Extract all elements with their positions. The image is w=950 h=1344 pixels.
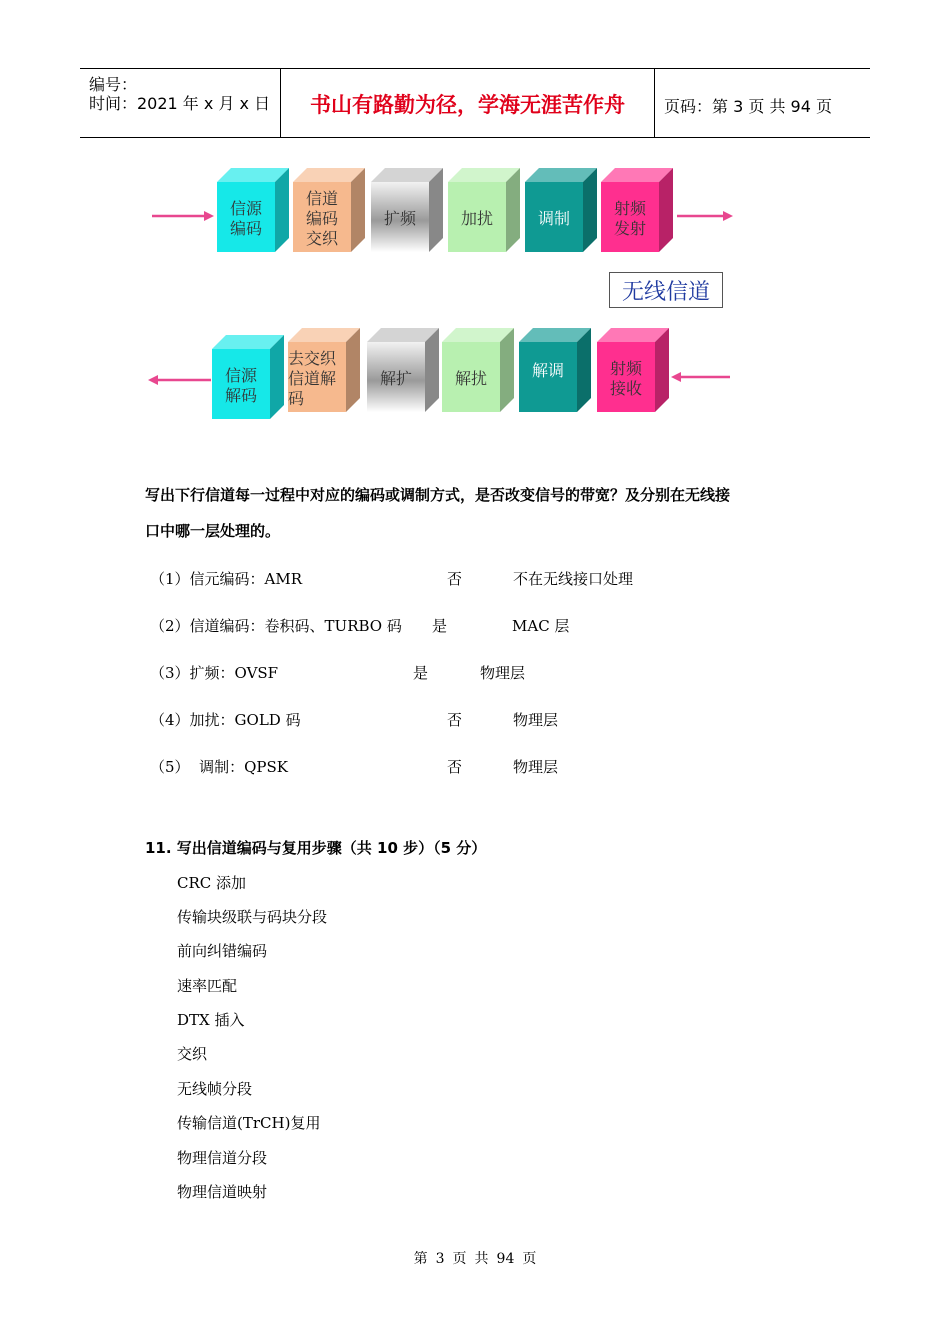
header-table bbox=[80, 68, 870, 138]
answer-2-item: （2）信道编码：卷积码、TURBO 码 bbox=[150, 617, 402, 635]
tx-block-rf-transmit bbox=[601, 168, 673, 240]
footer-word: 页 bbox=[522, 1251, 537, 1267]
step-item: 物理信道分段 bbox=[177, 1149, 268, 1167]
number-label: 编号： bbox=[89, 75, 138, 94]
step-item: 传输块级联与码块分段 bbox=[177, 908, 328, 926]
rx-block-rf-receive bbox=[597, 328, 669, 400]
tx-block-label: 射频 发射 bbox=[613, 199, 646, 238]
answer-5-layer: 物理层 bbox=[513, 758, 559, 776]
tx-block-label: 扩频 bbox=[383, 209, 416, 228]
step-item: 无线帧分段 bbox=[177, 1080, 253, 1098]
time-label: 时间：2021 年 x 月 x 日 bbox=[89, 94, 271, 113]
header-center-cell bbox=[280, 69, 655, 137]
answer-1-bandwidth: 否 bbox=[447, 570, 463, 588]
answer-4-bandwidth: 否 bbox=[447, 711, 463, 729]
step-item: 速率匹配 bbox=[177, 977, 238, 995]
answer-5-item: （5） 调制：QPSK bbox=[150, 758, 288, 776]
footer-word: 第 bbox=[413, 1251, 428, 1267]
tx-block-scrambling bbox=[448, 168, 520, 240]
rx-block-despreading bbox=[367, 328, 439, 400]
tx-input-arrow-icon bbox=[150, 208, 216, 224]
step-item: 交织 bbox=[177, 1045, 208, 1063]
page-info: 页码：第 3 页 共 94 页 bbox=[664, 97, 832, 116]
rx-block-descrambling bbox=[442, 328, 514, 400]
footer-word: 共 bbox=[474, 1251, 489, 1267]
step-item: 前向纠错编码 bbox=[177, 942, 268, 960]
step-item: 传输信道(TrCH)复用 bbox=[177, 1114, 321, 1132]
answer-3-layer: 物理层 bbox=[480, 664, 526, 682]
footer-word: 页 bbox=[452, 1251, 467, 1267]
answer-4-layer: 物理层 bbox=[513, 711, 559, 729]
step-item: 物理信道映射 bbox=[177, 1183, 268, 1201]
page-footer bbox=[0, 1248, 950, 1268]
motto: 书山有路勤为径，学海无涯苦作舟 bbox=[310, 93, 625, 117]
answer-5-bandwidth: 否 bbox=[447, 758, 463, 776]
rx-block-label: 射频 接收 bbox=[609, 359, 642, 398]
rx-block-label: 解扰 bbox=[454, 369, 487, 388]
step-item: CRC 添加 bbox=[177, 874, 247, 892]
rx-block-deinterleave-decoding bbox=[288, 328, 360, 408]
tx-output-arrow-icon bbox=[675, 208, 735, 224]
rx-block-demodulation bbox=[519, 328, 591, 400]
tx-block-channel-coding bbox=[293, 168, 365, 248]
rx-block-label: 去交织 信道解 码 bbox=[288, 349, 337, 408]
wireless-channel-box: 无线信道 bbox=[609, 272, 723, 308]
answer-2-bandwidth: 是 bbox=[432, 617, 448, 635]
answer-1-item: （1）信元编码：AMR bbox=[150, 570, 303, 588]
step-item: DTX 插入 bbox=[177, 1011, 245, 1029]
question-11-title: 11. 写出信道编码与复用步骤（共 10 步）（5 分） bbox=[145, 839, 487, 857]
tx-block-source-coding bbox=[217, 168, 289, 240]
tx-block-label: 信源 编码 bbox=[229, 199, 262, 238]
tx-block-label: 信道 编码 交织 bbox=[305, 189, 338, 248]
answer-4-item: （4）加扰：GOLD 码 bbox=[150, 711, 301, 729]
tx-block-spreading bbox=[371, 168, 443, 240]
tx-block-label: 加扰 bbox=[460, 209, 493, 228]
header-left-cell bbox=[80, 69, 280, 137]
rx-block-label: 解调 bbox=[531, 361, 564, 380]
answer-3-bandwidth: 是 bbox=[413, 664, 429, 682]
answer-1-layer: 不在无线接口处理 bbox=[513, 570, 634, 588]
tx-block-modulation bbox=[525, 168, 597, 240]
rx-input-arrow-icon bbox=[668, 369, 732, 385]
footer-page-number: 3 bbox=[435, 1251, 445, 1267]
tx-block-label: 调制 bbox=[537, 209, 570, 228]
answer-2-layer: MAC 层 bbox=[512, 617, 570, 635]
question-line-2: 口中哪一层处理的。 bbox=[145, 522, 281, 540]
rx-output-arrow-icon bbox=[145, 372, 213, 388]
rx-block-source-decoding bbox=[212, 335, 284, 407]
footer-total-pages: 94 bbox=[496, 1251, 515, 1267]
question-line-1: 写出下行信道每一过程中对应的编码或调制方式，是否改变信号的带宽？及分别在无线接 bbox=[145, 486, 731, 504]
rx-block-label: 解扩 bbox=[379, 369, 412, 388]
header-right-cell bbox=[655, 69, 870, 137]
answer-3-item: （3）扩频：OVSF bbox=[150, 664, 279, 682]
rx-block-label: 信源 解码 bbox=[224, 366, 257, 405]
